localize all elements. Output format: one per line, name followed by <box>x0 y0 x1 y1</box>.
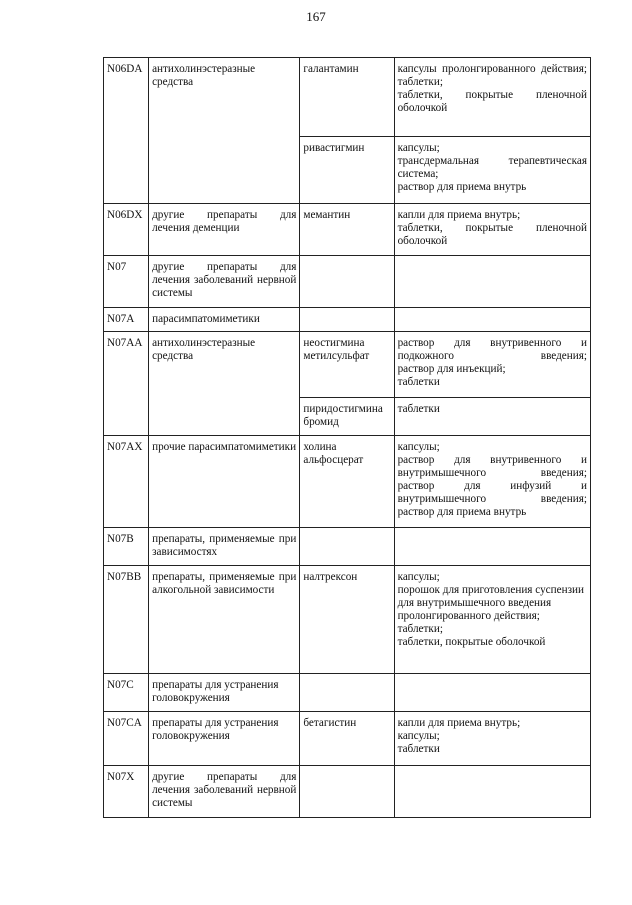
dosage-forms-cell <box>394 398 590 436</box>
dosage-forms-cell <box>394 137 590 204</box>
atc-code-cell: N06DX <box>104 204 149 256</box>
substance-cell <box>300 766 394 818</box>
table-row <box>104 204 591 256</box>
dosage-form: раствор для внутривенного и внутримышечного введения; <box>397 454 587 480</box>
substance-cell: ривастигмин <box>300 137 394 204</box>
dosage-form: раствор для приема внутрь <box>397 506 527 519</box>
substance-cell: пиридостигмина бромид <box>300 398 394 436</box>
dosage-form: порошок для приготовления суспензии для внутримышечного введения пролонгированного действия; <box>397 584 584 623</box>
dosage-form: раствор для внутривенного и подкожного введения; <box>397 337 587 363</box>
substance-cell: галантамин <box>300 58 394 137</box>
pharm-group-cell: другие препараты для лечения заболеваний нервной системы <box>149 766 300 818</box>
atc-code-cell: N07 <box>104 256 149 308</box>
dosage-form: капсулы; <box>397 441 440 453</box>
dosage-form: трансдермальная терапевтическая система; <box>397 155 587 181</box>
pharm-group-cell: антихолинэстеразные средства <box>149 58 300 204</box>
atc-code-cell: N07X <box>104 766 149 818</box>
atc-code-cell: N07C <box>104 674 149 712</box>
dosage-forms-cell <box>394 256 590 308</box>
atc-code-cell: N07CA <box>104 712 149 766</box>
dosage-form: таблетки <box>397 403 440 415</box>
substance-cell <box>300 308 394 332</box>
dosage-form: таблетки, покрытые оболочкой <box>397 636 546 649</box>
dosage-form: таблетки <box>397 376 440 389</box>
substance-cell <box>300 674 394 712</box>
dosage-form: капсулы пролонгированного действия; <box>397 63 587 75</box>
dosage-form: капли для приема внутрь; <box>397 209 521 221</box>
dosage-form: капли для приема внутрь; <box>397 717 521 729</box>
dosage-forms-cell <box>394 528 590 566</box>
atc-code-cell: N07A <box>104 308 149 332</box>
medicines-table <box>103 57 591 818</box>
table-row <box>104 712 591 766</box>
table-row <box>104 566 591 674</box>
pharm-group-cell: препараты для устранения головокружения <box>149 712 300 766</box>
dosage-form: раствор для инъекций; <box>397 363 506 376</box>
atc-code-cell: N06DA <box>104 58 149 204</box>
table-row <box>104 308 591 332</box>
atc-code-cell: N07BB <box>104 566 149 674</box>
table-row <box>104 332 591 398</box>
substance-cell: холина альфосцерат <box>300 436 394 528</box>
dosage-form: таблетки, покрытые пленочной оболочкой <box>397 222 587 248</box>
pharm-group-cell: препараты, применяемые при зависимостях <box>149 528 300 566</box>
atc-code-cell: N07AA <box>104 332 149 436</box>
dosage-forms-cell <box>394 766 590 818</box>
dosage-form: таблетки <box>397 743 440 756</box>
dosage-forms-cell <box>394 204 590 256</box>
dosage-form: раствор для приема внутрь <box>397 181 527 194</box>
substance-cell: мемантин <box>300 204 394 256</box>
substance-cell: неостигмина метилсульфат <box>300 332 394 398</box>
dosage-form: капсулы; <box>397 142 440 154</box>
pharm-group-cell: другие препараты для лечения заболеваний нервной системы <box>149 256 300 308</box>
dosage-form: капсулы; <box>397 571 440 583</box>
dosage-form: таблетки; <box>397 623 443 636</box>
dosage-forms-cell <box>394 566 590 674</box>
table-row <box>104 256 591 308</box>
dosage-form: таблетки; <box>397 76 443 89</box>
dosage-forms-cell <box>394 674 590 712</box>
pharm-group-cell: парасимпатомиметики <box>149 308 300 332</box>
substance-cell <box>300 528 394 566</box>
atc-code-cell: N07AX <box>104 436 149 528</box>
table-row <box>104 436 591 528</box>
table-row <box>104 528 591 566</box>
pharm-group-cell: препараты, применяемые при алкогольной зависимости <box>149 566 300 674</box>
substance-cell <box>300 256 394 308</box>
substance-cell: налтрексон <box>300 566 394 674</box>
atc-code-cell: N07B <box>104 528 149 566</box>
substance-cell: бетагистин <box>300 712 394 766</box>
dosage-forms-cell <box>394 308 590 332</box>
table-row <box>104 58 591 137</box>
dosage-forms-cell <box>394 712 590 766</box>
dosage-forms-cell <box>394 436 590 528</box>
dosage-form: раствор для инфузий и внутримышечного введения; <box>397 480 587 506</box>
pharm-group-cell: прочие парасимпатомиметики <box>149 436 300 528</box>
pharm-group-cell: антихолинэстеразные средства <box>149 332 300 436</box>
table-row <box>104 674 591 712</box>
pharm-group-cell: другие препараты для лечения деменции <box>149 204 300 256</box>
table-row <box>104 766 591 818</box>
pharm-group-cell: препараты для устранения головокружения <box>149 674 300 712</box>
page-number: 167 <box>306 9 326 24</box>
dosage-form: таблетки, покрытые пленочной оболочкой <box>397 89 587 115</box>
dosage-forms-cell <box>394 58 590 137</box>
dosage-form: капсулы; <box>397 730 440 743</box>
dosage-forms-cell <box>394 332 590 398</box>
